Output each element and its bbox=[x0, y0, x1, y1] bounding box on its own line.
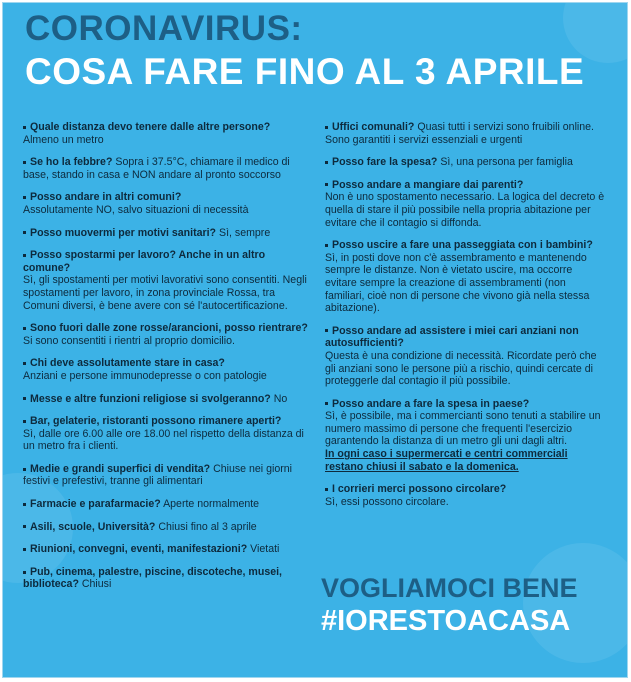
faq-item bbox=[23, 249, 309, 312]
faq-question: Posso muovermi per motivi sanitari? bbox=[30, 226, 217, 239]
faq-answer: Sì, gli spostamenti per motivi lavorativi sono consentiti. Negli spostamenti per lavoro, in zona provinciale Rossa, tra Comuni diversi, è bene avere con sé l'autocertificazione. bbox=[23, 274, 307, 312]
bullet-icon bbox=[23, 196, 26, 199]
bullet-icon bbox=[23, 468, 26, 471]
faq-question: Messe e altre funzioni religiose si svolgeranno? bbox=[30, 392, 271, 405]
faq-answer: Sì, essi possono circolare. bbox=[325, 495, 449, 508]
faq-item bbox=[23, 121, 309, 146]
faq-item bbox=[23, 498, 309, 511]
faq-question: Posso andare a mangiare dai parenti? bbox=[332, 178, 524, 191]
left-column bbox=[23, 121, 309, 601]
faq-answer: Si sono consentiti i rientri al proprio domicilio. bbox=[23, 334, 235, 347]
faq-question: Quale distanza devo tenere dalle altre persone? bbox=[30, 121, 271, 133]
faq-question: Sono fuori dalle zone rosse/arancioni, posso rientrare? bbox=[30, 322, 308, 335]
faq-answer: Chiusi fino al 3 aprile bbox=[158, 520, 257, 533]
faq-item bbox=[23, 463, 309, 488]
faq-item bbox=[23, 521, 309, 534]
faq-answer: Vietati bbox=[250, 543, 280, 556]
faq-answer: Assolutamente NO, salvo situazioni di necessità bbox=[23, 203, 249, 216]
faq-question: Posso andare in altri comuni? bbox=[30, 191, 182, 204]
faq-item bbox=[23, 415, 309, 453]
bullet-icon bbox=[23, 571, 26, 574]
bullet-icon bbox=[23, 397, 26, 400]
bullet-icon bbox=[23, 254, 26, 257]
bullet-icon bbox=[23, 525, 26, 528]
faq-item bbox=[23, 227, 309, 240]
bullet-icon bbox=[325, 183, 328, 186]
faq-question: I corrieri merci possono circolare? bbox=[332, 483, 507, 496]
faq-question: Posso uscire a fare una passeggiata con i bambini? bbox=[332, 239, 593, 252]
faq-question: Se ho la febbre? bbox=[30, 156, 113, 169]
bullet-icon bbox=[23, 126, 26, 129]
bullet-icon bbox=[23, 503, 26, 506]
bullet-icon bbox=[23, 161, 26, 164]
faq-item bbox=[23, 393, 309, 406]
faq-answer: Non è uno spostamento necessario. La logica del decreto è quella di stare il più possibile nella propria abitazione per evitare che il contagio si diffonda. bbox=[325, 191, 605, 229]
faq-question: Pub, cinema, palestre, piscine, discoteche, musei, biblioteca? bbox=[23, 565, 282, 591]
faq-answer: Sì, è possibile, ma i commercianti sono tenuti a stabilire un numero massimo di persone che frequenti l'esercizio garantendo la distanza di un metro gli uni dagli altri. bbox=[325, 410, 601, 448]
faq-question: Posso andare ad assistere i miei cari anziani non autosufficienti? bbox=[325, 324, 579, 350]
faq-item bbox=[325, 398, 607, 474]
virus-decoration bbox=[523, 543, 628, 663]
faq-answer: Anziani e persone immunodepresse o con patologie bbox=[23, 369, 267, 382]
bullet-icon bbox=[325, 161, 328, 164]
faq-item bbox=[23, 191, 309, 216]
faq-item bbox=[325, 121, 607, 146]
faq-answer: Chiusi bbox=[81, 578, 112, 591]
faq-item bbox=[23, 357, 309, 382]
bullet-icon bbox=[325, 126, 328, 129]
faq-question: Riunioni, convegni, eventi, manifestazioni? bbox=[30, 543, 248, 556]
bullet-icon bbox=[23, 327, 26, 330]
faq-answer: Sì, in posti dove non c'è assembramento e mantenendo sempre le distanze. Non è vietato uscire, ma occorre evitare sempre la creazione di assembramenti (non familiari, cioè non di persone che vivono già nella stessa abitazione). bbox=[325, 251, 590, 315]
bullet-icon bbox=[325, 244, 328, 247]
faq-answer: Sì, sempre bbox=[219, 226, 271, 239]
faq-item bbox=[325, 325, 607, 388]
bullet-icon bbox=[23, 420, 26, 423]
faq-answer: Sì, dalle ore 6.00 alle ore 18.00 nel rispetto della distanza di un metro fra i clienti. bbox=[23, 427, 304, 453]
faq-question: Chi deve assolutamente stare in casa? bbox=[30, 357, 225, 370]
hashtag: #IORESTOACASA bbox=[321, 605, 571, 637]
faq-answer: No bbox=[273, 392, 288, 405]
faq-question: Uffici comunali? bbox=[332, 121, 415, 133]
faq-question: Farmacie e parafarmacie? bbox=[30, 498, 161, 511]
faq-question: Posso andare a fare la spesa in paese? bbox=[332, 397, 530, 410]
faq-answer: Almeno un metro bbox=[23, 133, 104, 146]
faq-item bbox=[23, 543, 309, 556]
bullet-icon bbox=[23, 231, 26, 234]
title-line-1: CORONAVIRUS: bbox=[25, 9, 303, 48]
right-column bbox=[325, 121, 607, 518]
faq-item bbox=[325, 179, 607, 229]
faq-item bbox=[23, 156, 309, 181]
faq-answer: Sopra i 37.5°C, chiamare il medico di base, stando in casa e NON andare al pronto soccorso bbox=[23, 156, 290, 181]
faq-question: Asili, scuole, Università? bbox=[30, 520, 156, 533]
faq-answer: Aperte normalmente bbox=[163, 498, 260, 511]
faq-answer: Quasi tutti i servizi sono fruibili online. Sono garantiti i servizi essenziali e urgenti bbox=[325, 121, 594, 146]
faq-question: Posso spostarmi per lavoro? Anche in un altro comune? bbox=[23, 249, 266, 274]
faq-answer: Chiuse nei giorni festivi e prefestivi, tranne gli alimentari bbox=[23, 462, 293, 488]
faq-item bbox=[23, 566, 309, 591]
faq-item bbox=[325, 156, 607, 169]
faq-item bbox=[23, 322, 309, 347]
faq-note: In ogni caso i supermercati e centri commerciali restano chiusi il sabato e la domenica. bbox=[325, 448, 568, 473]
faq-question: Bar, gelaterie, ristoranti possono rimanere aperti? bbox=[30, 415, 282, 428]
bullet-icon bbox=[23, 362, 26, 365]
faq-item bbox=[325, 239, 607, 315]
bullet-icon bbox=[325, 329, 328, 332]
poster bbox=[2, 2, 628, 678]
bullet-icon bbox=[23, 548, 26, 551]
faq-answer: Sì, una persona per famiglia bbox=[440, 156, 573, 169]
faq-question: Posso fare la spesa? bbox=[332, 156, 438, 169]
slogan-line-1: VOGLIAMOCI BENE bbox=[321, 573, 578, 603]
bullet-icon bbox=[325, 402, 328, 405]
faq-answer: Questa è una condizione di necessità. Ricordate però che gli anziani sono le persone più a rischio, quindi cercate di proteggerle dal contagio il più possibile. bbox=[325, 349, 597, 388]
title-line-2: COSA FARE FINO AL 3 APRILE bbox=[25, 51, 585, 92]
faq-question: Medie e grandi superfici di vendita? bbox=[30, 462, 211, 475]
faq-item bbox=[325, 483, 607, 508]
bullet-icon bbox=[325, 488, 328, 491]
